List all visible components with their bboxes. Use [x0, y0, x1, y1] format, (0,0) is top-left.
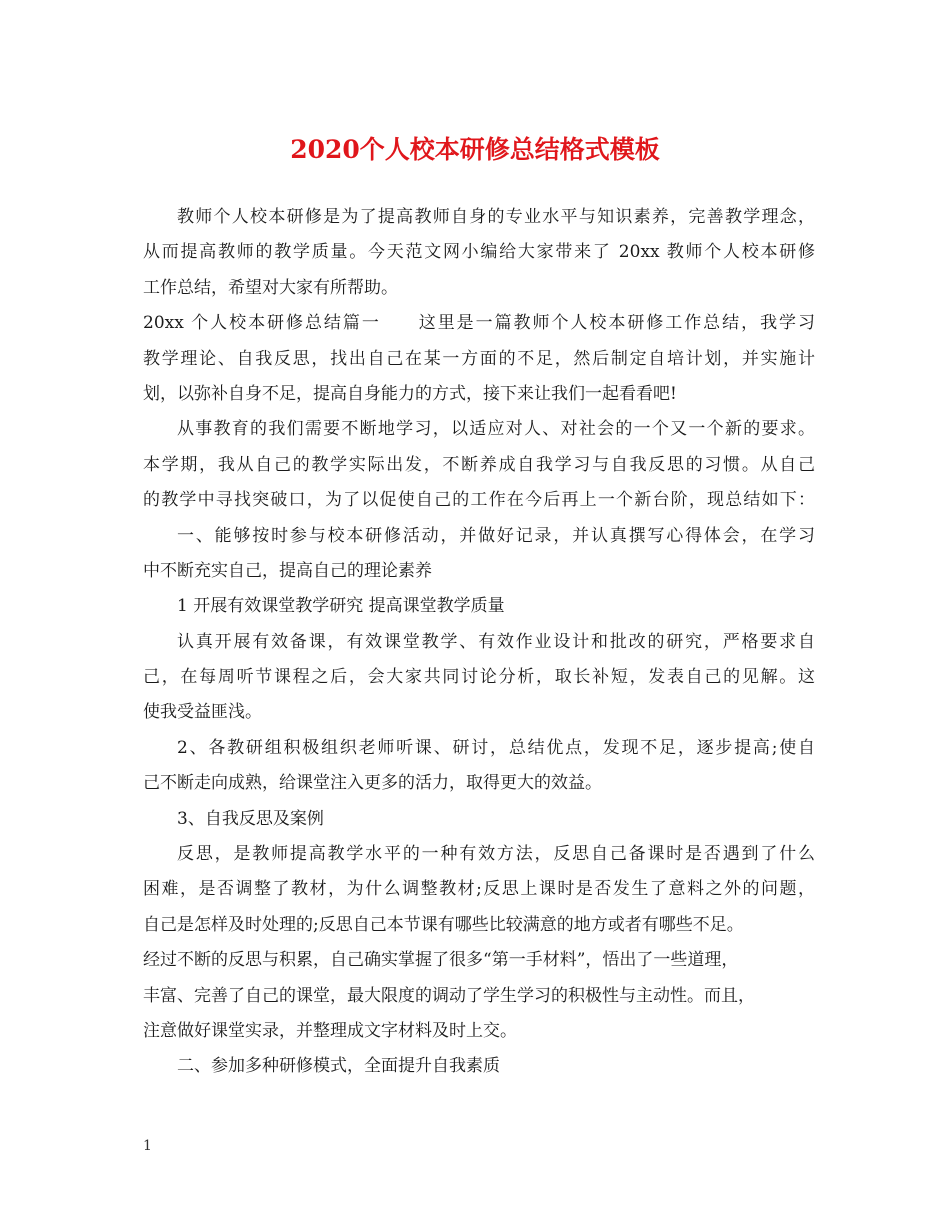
text-line: 经过不断的反思与积累，自己确实掌握了很多“第一手材料”，悟出了一些道理，	[143, 950, 739, 971]
text-line: 一、能够按时参与校本研修活动，并做好记录，并认真撰写心得体会，在学习	[177, 525, 815, 546]
text-line: 的教学中寻找突破口，为了以促使自己的工作在今后再上一个新台阶，现总结如下：	[143, 490, 815, 511]
text-line: 划，以弥补自身不足，提高自身能力的方式，接下来让我们一起看看吧!	[143, 383, 677, 404]
text-line: 20xx 个人校本研修总结篇一 这里是一篇教师个人校本研修工作总结，我学习	[143, 313, 815, 334]
text-line: 困难，是否调整了教材，为什么调整教材;反思上课时是否发生了意料之外的问题，	[143, 879, 815, 900]
text-line: 己，在每周听节课程之后，会大家共同讨论分析，取长补短，发表自己的见解。这	[143, 667, 815, 688]
text-line: 己不断走向成熟，给课堂注入更多的活力，取得更大的效益。	[143, 773, 602, 794]
text-line: 中不断充实自己，提高自己的理论素养	[143, 560, 432, 581]
text-line: 丰富、完善了自己的课堂，最大限度的调动了学生学习的积极性与主动性。而且，	[143, 985, 755, 1006]
text-line: 使我受益匪浅。	[143, 702, 262, 723]
text-line: 从事教育的我们需要不断地学习，以适应对人、对社会的一个又一个新的要求。	[177, 419, 815, 440]
text-line: 3、自我反思及案例	[177, 808, 324, 829]
text-line: 工作总结，希望对大家有所帮助。	[143, 277, 398, 298]
text-line: 认真开展有效备课，有效课堂教学、有效作业设计和批改的研究，严格要求自	[177, 631, 815, 652]
text-line: 反思，是教师提高教学水平的一种有效方法，反思自己备课时是否遇到了什么	[177, 844, 815, 865]
text-line: 注意做好课堂实录，并整理成文字材料及时上交。	[143, 1020, 517, 1041]
text-line: 自己是怎样及时处理的;反思自己本节课有哪些比较满意的地方或者有哪些不足。	[143, 914, 744, 935]
document-body	[143, 200, 815, 1085]
document-title: 2020个人校本研修总结格式模板	[290, 135, 660, 164]
text-line: 从而提高教师的教学质量。今天范文网小编给大家带来了 20xx 教师个人校本研修	[143, 242, 815, 263]
page-number: 1	[143, 1138, 152, 1154]
text-line: 二、参加多种研修模式，全面提升自我素质	[177, 1056, 500, 1077]
text-line: 教学理论、自我反思，找出自己在某一方面的不足，然后制定自培计划，并实施计	[143, 348, 815, 369]
text-line: 本学期，我从自己的教学实际出发，不断养成自我学习与自我反思的习惯。从自己	[143, 454, 815, 475]
text-line: 2、各教研组积极组织老师听课、研讨，总结优点，发现不足，逐步提高;使自	[177, 737, 815, 758]
text-line: 教师个人校本研修是为了提高教师自身的专业水平与知识素养，完善教学理念，	[177, 207, 815, 227]
text-line: 1 开展有效课堂教学研究 提高课堂教学质量	[177, 596, 505, 617]
